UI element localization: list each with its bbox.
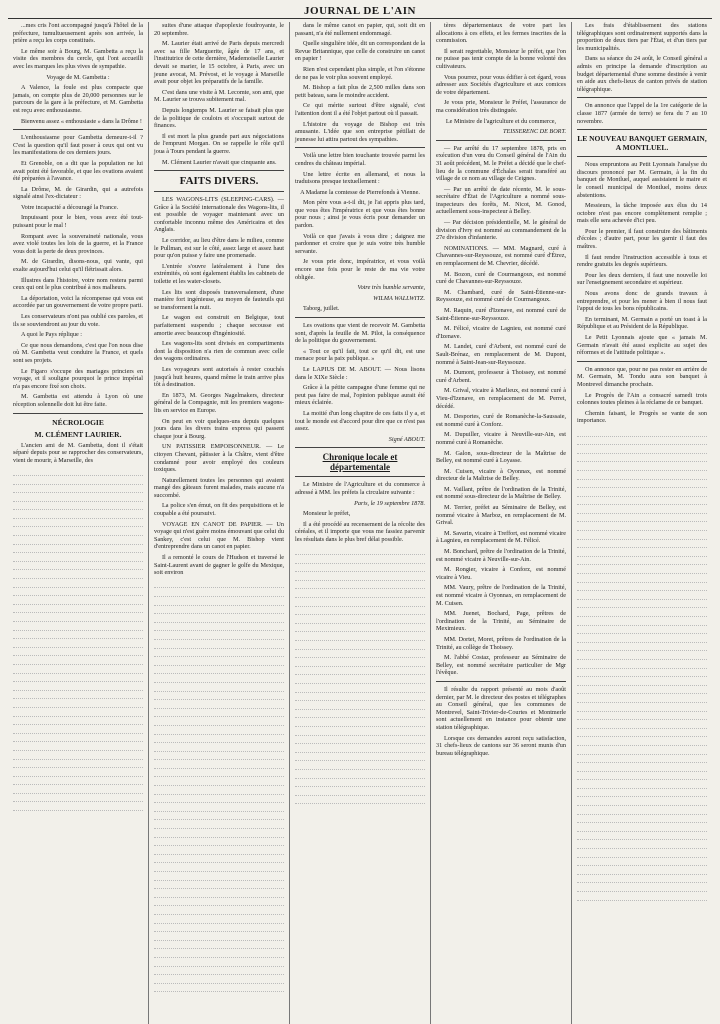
masthead: JOURNAL DE L'AIN xyxy=(8,4,712,19)
divider xyxy=(577,97,707,98)
paragraph: Dans sa séance du 24 août, le Conseil général a admis en principe la demande d'inscription au budget départemental d'une somme destinée à venir en aide aux chefs-lieux de canton privés de station télégraphique. xyxy=(577,55,707,93)
paragraph: M. Landet, curé d'Arbent, est nommé curé de Sault-Brénaz, en remplacement de M. Dupont, nommé à Saint-Jean-sur-Reyssouze. xyxy=(436,343,566,366)
divider xyxy=(295,447,425,448)
paragraph: M. Rongier, vicaire à Conforz, est nommé vicaire à Vieu. xyxy=(436,566,566,581)
necrology-heading: NÉCROLOGIE xyxy=(52,417,104,427)
paragraph: La déportation, voici la récompense qui vous est accordée par un gouvernement de votre propre parti. xyxy=(13,294,143,310)
text-continuation xyxy=(154,580,284,993)
paragraph: M. Terrier, préfet au Séminaire de Belley, est nommé vicaire à Marboz, en remplacement de M. Grival. xyxy=(436,504,566,527)
divider xyxy=(577,129,707,130)
divider xyxy=(154,170,284,171)
paragraph: La moitié d'un long chapitre de ces faits il y a, et tout le monde est d'accord pour dire que ce n'est pas assez. xyxy=(295,409,425,433)
paragraph: M. l'abbé Costaz, professeur au Séminaire de Belley, est nommé secrétaire particulier de Mgr l'évêque. xyxy=(436,654,566,677)
signature: Signé ABOUT. xyxy=(388,435,425,443)
paragraph: A Valence, la foule est plus compacte que jamais, on compte plus de 20,000 personnes sur le parcours de la gare à la préfecture, et M. Gambetta est reçu avec enthousiasme. xyxy=(13,84,143,114)
paragraph: Vous pourrez, pour vous édifier à cet égard, vous adresser aux Sociétés d'agriculture et aux comices de votre département. xyxy=(436,73,566,96)
paragraph: L'ancien ami de M. Gambetta, dont il s'était séparé depuis pour se rapprocher des conservateurs, vient de mourir, à Marseille, des xyxy=(13,441,143,464)
paragraph: Le Figaro s'occupe des mariages princiers en voyage, et il souligne pourquoi le prince impérial n'a pas encore fixé son choix. xyxy=(13,367,143,390)
paragraph: Le Progrès de l'Ain a consacré samedi trois colonnes toutes pleines à la réclame de ce banquet. xyxy=(577,391,707,407)
paragraph: M. Savarin, vicaire à Treffort, est nommé vicaire à Lagnieu, en remplacement de M. Félicé. xyxy=(436,529,566,545)
paragraph: MM. Juenet, Bochard, Page, prêtres de l'ordination de la Trinité, au Séminaire de Meximieux. xyxy=(436,610,566,633)
paragraph: Votre incapacité a découragé la France. xyxy=(21,203,119,211)
paragraph: La Drôme, M. de Girardin, qui a autrefois signalé ainsi l'ex-dictateur : xyxy=(13,185,143,201)
signature-title: Le Ministre de l'agriculture et du commerce, xyxy=(445,117,557,125)
paragraph: Rien n'est cependant plus simple, et l'on s'étonne de ne pas le voir plus souvent employé. xyxy=(295,65,425,81)
text-continuation xyxy=(13,467,143,811)
paragraph: Messieurs, la tâche imposée aux élus du 14 octobre n'est pas encore complètement remplie ; mais elle sera achevée d'ici peu. xyxy=(577,202,707,225)
paragraph: UN PATISSIER EMPOISONNEUR. — Le citoyen Chevant, pâtissier à la Châtre, vient d'être condamné pour avoir employé des couleurs toxiques. xyxy=(154,443,284,474)
column-1 xyxy=(8,22,149,1024)
paragraph: M. Bozon, curé de Courmangoux, est nommé curé de Chavannes-sur-Reyssouze. xyxy=(436,270,566,286)
paragraph: Il résulte du rapport présenté au mois d'août dernier, par M. le directeur des postes et télégraphes au Conseil général, que les communes de Montrevel, Saint-Trivier-de-Courtes et Montmerle sont actuellement en instance pour obtenir une station télégraphique. xyxy=(436,685,566,731)
paragraph: Et Grenoble, on a dit que la population ne lui avait point été favorable, et que les ovations avaient été préparées à l'avance. xyxy=(13,159,143,183)
faits-divers-heading: FAITS DIVERS. xyxy=(179,175,259,188)
paragraph: La police s'en émut, on fit des perquisitions et le coupable a été poursuivi. xyxy=(154,502,284,518)
paragraph: Ce que nous demandons, c'est que l'on nous dise où M. Gambetta veut conduire la France, et quels sont ses projets. xyxy=(13,341,143,364)
paragraph: dans le même canot en papier, qui, soit dit en passant, n'a été nullement endommagé. xyxy=(295,22,425,37)
paragraph: Le wagon est construit en Belgique, tout parfaitement suspendu ; chaque secousse est amortie avec beaucoup d'ingéniosité. xyxy=(154,314,284,337)
paragraph: L'entrée s'ouvre latéralement à l'une des extrémités, où sont également établis les cabinets de toilette et les water-closets. xyxy=(154,262,284,286)
divider xyxy=(436,681,566,682)
paragraph: Naturellement toutes les personnes qui avaient mangé des gâteaux furent malades, mais aucune n'a succombé. xyxy=(154,476,284,499)
paragraph: M. de Girardin, disons-nous, qui vante, qui exalte aujourd'hui celui qu'il flétrissait alors. xyxy=(13,258,143,274)
paragraph: LES WAGONS-LITS (SLEEPING-CARS). — Grâce à la Société internationale des Wagons-lits, il est possible de voyager maintenant avec un confortable inconnu même des Américains et des Anglais. xyxy=(154,196,284,234)
paragraph: Rompant avec la souveraineté nationale, vous avez violé toutes les lois de la guerre, et la France vous doit la perte de deux provinces. xyxy=(13,232,143,255)
paragraph: M. Dupuiller, vicaire à Neuville-sur-Ain, est nommé curé à Romanèche. xyxy=(436,431,566,446)
paragraph: L'histoire du voyage de Bishop est très amusante. L'idée que son entreprise pétillait de jeunesse lui attira partout des sympathies. xyxy=(295,120,425,143)
paragraph: Voilà une lettre bien touchante trouvée parmi les cendres du château impérial. xyxy=(295,152,425,167)
column-4 xyxy=(431,22,572,1024)
divider xyxy=(295,476,425,477)
paragraph: M. Vaillant, prêtre de l'ordination de la Trinité, est nommé sous-directeur de la Maîtrise de Belley. xyxy=(436,485,566,501)
subheading: Voyage de M. Gambetta : xyxy=(46,73,110,81)
paragraph: Taborg, juillet. xyxy=(303,305,340,313)
paragraph: Impuissant pour le bien, vous avez été tout-puissant pour le mal ! xyxy=(13,214,143,230)
divider xyxy=(577,361,707,362)
paragraph: On annonce que l'appel de la 1re catégorie de la classe 1877 (armée de terre) se fera du 7 au 10 novembre. xyxy=(577,102,707,125)
paragraph: Je vous prie, Monsieur le Préfet, l'assurance de ma considération très distinguée. xyxy=(436,99,566,114)
divider xyxy=(577,156,707,157)
paragraph: tères départementaux de votre part les allocations à ces effets, et les fermes inscrites de la commission. xyxy=(436,22,566,45)
paragraph: Il serait regrettable, Monsieur le préfet, que l'on ne puisse pas tenir compte de la bonne volonté des cultivateurs. xyxy=(436,47,566,70)
paragraph: Il a remonté le cours de l'Hudson et traversé le Saint-Laurent avant de gagner le golfe du Mexique, soit environ xyxy=(154,554,284,577)
paragraph: Le Petit Lyonnais ajoute que « jamais M. Germain n'avait été aussi explicite au sujet des réformes et de l'attitude politique ». xyxy=(577,334,707,357)
text-continuation xyxy=(295,546,425,804)
paragraph: Les lits sont disposés transversalement, d'une manière fort ingénieuse, au moyen de fauteuils qui se transforment la nuit. xyxy=(154,288,284,311)
paragraph: Voilà ce que j'avais à vous dire ; daignez me pardonner et croire que je suis votre très humble servante. xyxy=(295,232,425,255)
letter-address: A Madame la comtesse de Pierrefonds à Vienne. xyxy=(300,188,420,196)
paragraph: M. Bishop a fait plus de 2,500 milles dans son petit bateau, sans le moindre accident. xyxy=(295,84,425,99)
columns xyxy=(8,22,712,1024)
paragraph: M. Félicé, vicaire de Lagnieu, est nommé curé d'Izenave. xyxy=(436,325,566,340)
paragraph: Les ovations que vient de recevoir M. Gambetta sont, d'après la feuille de M. Pilot, la conséquence de la politique du gouvernement. xyxy=(295,322,425,345)
paragraph: Ce qui mérite surtout d'être signalé, c'est l'attention dont il a été l'objet partout où il passait. xyxy=(295,102,425,117)
paragraph: Grâce à la pétite campagne d'une femme qui ne peut pas faire de mal, l'opinion publique aurait été mieux éclairée. xyxy=(295,384,425,407)
paragraph: — Par arrêté du 17 septembre 1878, pris en exécution d'un vœu du Conseil général de l'Ain du 31 août précédent, M. le Préfet a décidé que le chef-lieu de la commune d'Échalas serait transféré au village de ce nom au village de Ceignes. xyxy=(436,144,566,183)
paragraph: Il faut rendre l'instruction accessible à tous et rendre gratuits les degrés supérieurs. xyxy=(577,253,707,269)
divider xyxy=(295,317,425,318)
paragraph: Pour les deux derniers, il faut une nouvelle loi sur l'enseignement secondaire et supérieur. xyxy=(577,271,707,287)
paragraph: MM. Vaury, prêtre de l'ordination de la Trinité, est nommé vicaire à Oyonnax, en remplacement de M. Cuisen. xyxy=(436,584,566,607)
paragraph: Nous empruntons au Petit Lyonnais l'analyse du discours prononcé par M. Germain, à la fin du banquet de Montluel, auquel assistaient le maire et le conseil municipal de Montluel, moins deux abstentions. xyxy=(577,161,707,199)
paragraph: Les conservateurs n'ont pas oublié ces paroles, et ils se souviendront au jour du vote. xyxy=(13,313,143,328)
paragraph: — Par un arrêté de date récente, M. le sous-secrétaire d'État de l'Agriculture a nommé sous-inspecteurs des forêts, M. Nicot, M. Gonod, actuellement sous-inspecteur à Belley. xyxy=(436,185,566,216)
paragraph: M. Chambard, curé de Saint-Étienne-sur-Reyssouze, est nommé curé de Courmangoux. xyxy=(436,288,566,304)
paragraph: C'est dans une visite à M. Lecomte, son ami, que M. Laurier se trouva subitement mal. xyxy=(154,88,284,104)
paragraph: Mon père vous a-t-il dit, je l'ai appris plus tard, que vous êtes l'impératrice et que vous êtes bonne pour nous ; ainsi je vous écris pour demander un pardon. xyxy=(295,199,425,230)
paragraph: M. Raquin, curé d'Izenave, est nommé curé de Saint-Étienne-sur-Reyssouze. xyxy=(436,307,566,322)
paragraph: M. Cuisen, vicaire à Oyonnax, est nommé directeur de la Maîtrise de Belley. xyxy=(436,467,566,483)
paragraph: Les frais d'établissement des stations télégraphiques sont ordinairement supportés dans la proportion de deux tiers par l'État, et d'un tiers par les municipalités. xyxy=(577,22,707,52)
column-3 xyxy=(290,22,431,1024)
paragraph: Bienvenu assez « enthousiaste » dans la Drôme ! xyxy=(21,117,142,125)
paragraph: ...mes cris l'ont accompagné jusqu'à l'hôtel de la préfecture, tumultueusement après son arrivée, la prière a reçu les corps constitués. xyxy=(13,22,143,45)
paragraph: suites d'une attaque d'apoplexie foudroyante, le 20 septembre. xyxy=(154,22,284,37)
divider xyxy=(436,140,566,141)
paragraph: M. Desportes, curé de Romanèche-la-Saussaie, est nommé curé à Conforz. xyxy=(436,413,566,428)
text-continuation xyxy=(577,428,707,901)
paragraph: Une lettre écrite en allemand, et nous la traduisons presque textuellement : xyxy=(295,170,425,186)
paragraph: Chemin faisant, le Progrès se vante de son importance. xyxy=(577,409,707,425)
paragraph: M. Galon, sous-directeur de la Maîtrise de Belley, est nommé curé à Loyasse. xyxy=(436,449,566,465)
paragraph: Depuis longtemps M. Laurier se faisait plus que de la politique de couloirs et s'occupait surtout de finances. xyxy=(154,106,284,130)
paragraph: Quelle singulière idée, dit un correspondant de la Revue Britannique, que celle de construire un canot en papier ! xyxy=(295,40,425,63)
paragraph: M. Grival, vicaire à Marlieux, est nommé curé à Vieu-d'Izenave, en remplacement de M. Perret, décédé. xyxy=(436,387,566,410)
paragraph: Les voyageurs sont autorisés à rester couchés jusqu'à huit heures, quand même le train arrive plus tôt à destination. xyxy=(154,365,284,389)
paragraph: M. Laurier était arrivé de Paris depuis mercredi avec sa fille Marguerite, âgée de 17 ans, et l'institutrice de cette dernière, Mademoiselle Laurier devait se marier, le 15 octobre, à Paris, avec un jeune avocat, M. Prévost, et le voyage à Marseille avait pour objet les préparatifs de la famille. xyxy=(154,40,284,86)
chronique-heading: Chronique locale et départementale xyxy=(322,452,398,473)
paragraph: Le LAPIUS DE M. ABOUT. — Nous lisons dans le XIXe Siècle : xyxy=(295,365,425,381)
divider xyxy=(295,147,425,148)
paragraph: En terminant, M. Germain a porté un toast à la République et au Président de la République. xyxy=(577,315,707,331)
paragraph: Le Ministre de l'Agriculture et du commerce à adressé à MM. les préfets la circulaire suivante : xyxy=(295,481,425,496)
banquet-heading: LE NOUVEAU BANQUET GERMAIN, A MONTLUEL. xyxy=(577,134,707,153)
paragraph: M. Bonchard, prêtre de l'ordination de la Trinité, est nommé vicaire à Neuville-sur-Ain. xyxy=(436,548,566,563)
paragraph: Le même soir à Bourg, M. Gambetta a reçu la visite des membres du cercle, qui l'ont accueilli avec les marques les plus vives de sympathie. xyxy=(13,47,143,70)
column-5 xyxy=(572,22,712,1024)
dateline: Paris, le 19 septembre 1878. xyxy=(354,499,425,507)
paragraph: En 1873, M. Georges Nagelmakers, directeur général de la Compagnie, mit les premiers wagons-lits en service en Europe. xyxy=(154,391,284,414)
paragraph: Illustres dans l'histoire, votre nom restera parmi ceux qui ont le plus contribué à nos malheurs. xyxy=(13,276,143,292)
paragraph: Nous avons donc de grands travaux à entreprendre, et pour les mener à bien il nous faut l'appui de tous les bons républicains. xyxy=(577,290,707,313)
paragraph: M. Clément Laurier n'avait que cinquante ans. xyxy=(162,158,277,166)
column-2 xyxy=(149,22,290,1024)
paragraph: Il est mort la plus grande part aux négociations de l'emprunt Morgan. On se rappelle le rôle qu'il joua à Tours pendant la guerre. xyxy=(154,132,284,155)
paragraph: Pour le premier, il faut construire des bâtiments d'écoles ; d'autre part, pour les garnir il faut des maîtres. xyxy=(577,227,707,251)
paragraph: A quoi le Pays réplique : xyxy=(21,331,83,339)
divider xyxy=(154,191,284,192)
paragraph: NOMINATIONS. — MM. Magnard, curé à Chavannes-sur-Reyssouze, est nommé curé d'Étrez, en remplacement de M. Chevrier, décédé. xyxy=(436,244,566,268)
paragraph: MM. Dortet, Moret, prêtres de l'ordination de la Trinité, au collège de Thoissey. xyxy=(436,635,566,651)
paragraph: M. Dumont, professeur à Thoissey, est nommé curé d'Arbent. xyxy=(436,369,566,384)
letter-signature: WILMA WALLWITZ. xyxy=(373,294,425,302)
divider xyxy=(13,129,143,130)
paragraph: On annonce que, pour ne pas rester en arrière de M. Germain, M. Tondu aura son banquet à Montrevel dimanche prochain. xyxy=(577,365,707,388)
paragraph: Le corridor, au lieu d'être dans le milieu, comme le Pullman, est sur le côté, assez large et assez haut pour qu'on puisse y faire une promenade. xyxy=(154,237,284,260)
paragraph: On peut en voir quelques-uns depuis quelques jours dans les divers trains express qui passent chaque jour à Bourg. xyxy=(154,417,284,440)
paragraph: Monsieur le préfet, xyxy=(303,510,351,518)
signature: TEISSERENC DE BORT. xyxy=(503,128,566,136)
necrology-name: M. CLÉMENT LAURIER. xyxy=(34,429,122,439)
paragraph: VOYAGE EN CANOT DE PAPIER. — Un voyage qui n'est guère moins émouvant que celui du Sankey, c'est celui que M. Bishop vient d'entreprendre dans un canot en papier. xyxy=(154,520,284,551)
paragraph: L'enthousiasme pour Gambetta demeure-t-il ? C'est la question qu'il faut poser à ceux qui ont vu les manifestations de ces derniers jours. xyxy=(13,134,143,157)
paragraph: Les wagons-lits sont divisés en compartiments dont la disposition n'a rien de commun avec celle des wagons ordinaires. xyxy=(154,340,284,363)
divider xyxy=(13,413,143,414)
paragraph: M. Gambetta est attendu à Lyon où une réception solennelle doit lui être faite. xyxy=(13,393,143,408)
paragraph: — Par décision présidentielle, M. le général de division d'Ivry est nommé au commandement de la 27e division d'infanterie. xyxy=(436,219,566,242)
letter-closing: Votre très humble servante, xyxy=(357,284,425,292)
paragraph: Il a été procédé au recensement de la récolte des céréales, et il importe que vous me fassiez parvenir les résultats dans le plus bref délai possible. xyxy=(295,520,425,543)
paragraph: Lorsque ces demandes auront reçu satisfaction, 31 chefs-lieux de cantons sur 36 seront munis d'un bureau télégraphique. xyxy=(436,734,566,757)
paragraph: Je vous prie donc, impératrice, et vous voilà encore une fois pour le reste de ma vie votre obligée. xyxy=(295,258,425,281)
paragraph: « Tout ce qu'il fait, tout ce qu'il dit, est une menace pour la paix publique. » xyxy=(295,347,425,363)
